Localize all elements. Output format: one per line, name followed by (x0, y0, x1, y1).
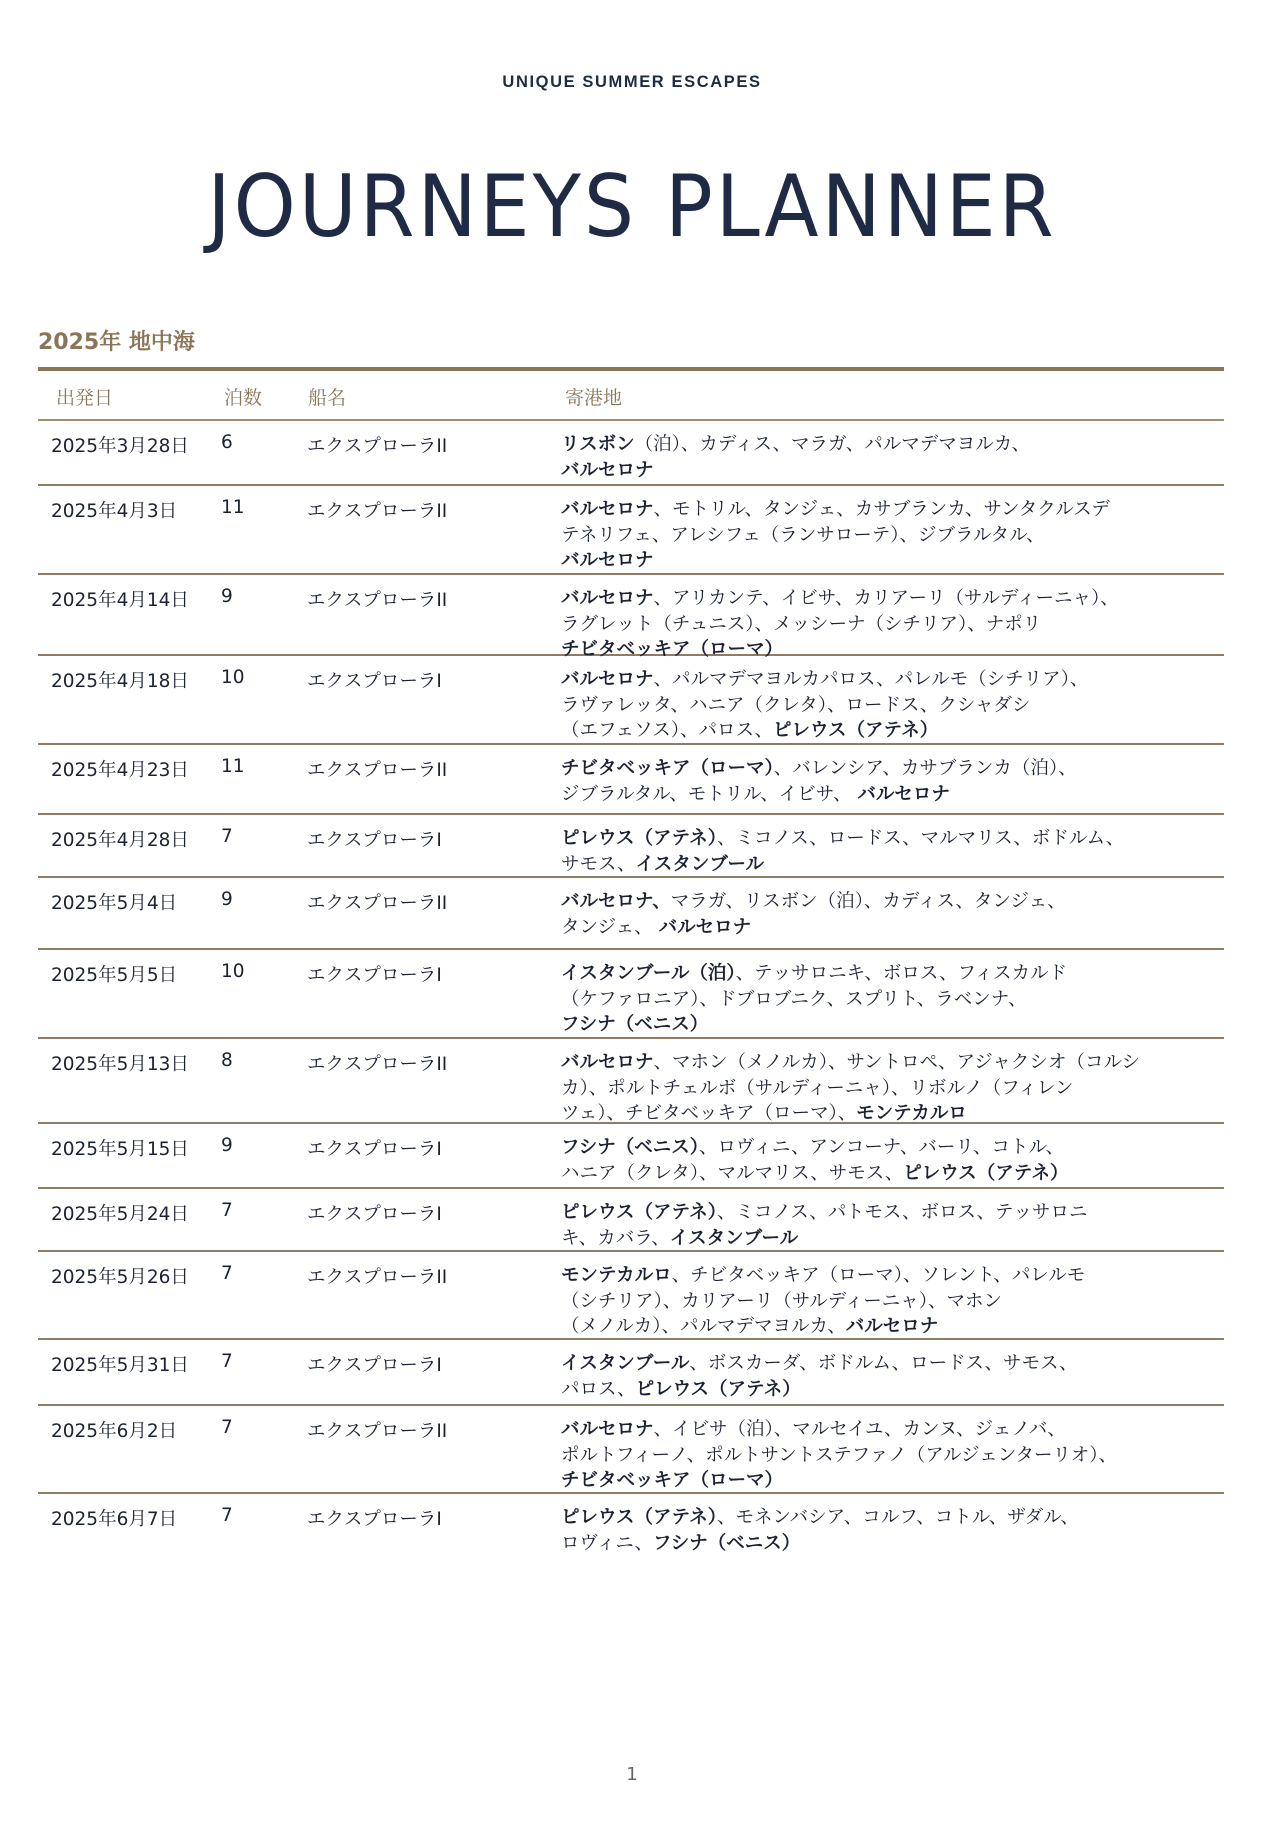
port-text: 、モトリル、タンジェ、カサブランカ、サンタクルスデ (653, 499, 1110, 520)
ports-of-call (561, 1263, 1251, 1340)
ship-name: エクスプローラI (307, 965, 442, 986)
ports-line (561, 1314, 1251, 1340)
port-text: ロヴィニ、 (561, 1532, 653, 1554)
table-row (38, 1252, 1224, 1340)
port-text: （ケファロニア）、ドブロブニク、スプリト、ラベンナ、 (561, 988, 1027, 1010)
ports-line (561, 1050, 1251, 1076)
table-row (38, 421, 1224, 486)
port-text: ポルトフィーノ、ポルトサントステファノ（アルジェンターリオ）、 (561, 1444, 1118, 1466)
port-text: （メノルカ）、パルマデマヨルカ、 (561, 1316, 846, 1337)
departure-date: 2025年5月4日 (51, 893, 178, 914)
port-text: 、チビタベッキア（ローマ）、ソレント、パレルモ (671, 1265, 1086, 1286)
table-row (38, 656, 1224, 745)
port-text: マラガ、リスボン（泊）、カディス、タンジェ、 (670, 891, 1066, 912)
departure-date: 2025年5月24日 (51, 1204, 189, 1225)
ports-line (561, 987, 1251, 1013)
port-highlight: フシナ（ベニス） (652, 1532, 801, 1554)
ship-name: エクスプローラI (307, 1509, 442, 1530)
table-body (38, 421, 1224, 1564)
port-highlight: バルセロナ (658, 916, 752, 938)
ports-line (561, 548, 1251, 574)
ports-line (561, 782, 1251, 808)
nights: 7 (221, 1505, 233, 1526)
ports-of-call (561, 432, 1251, 483)
nights: 10 (221, 667, 245, 688)
port-text: 、ボスカーダ、ボドルム、ロードス、サモス、 (689, 1353, 1078, 1374)
ports-line (561, 889, 1251, 915)
port-text: タンジェ、 (561, 916, 659, 938)
port-highlight: バルセロナ (561, 588, 654, 609)
ship-name: エクスプローラI (307, 1139, 442, 1160)
ship-name: エクスプローラII (307, 1267, 448, 1288)
nights: 11 (221, 756, 245, 777)
departure-date: 2025年3月28日 (51, 436, 189, 457)
ports-line (561, 1443, 1251, 1469)
port-text: ジブラルタル、モトリル、イビサ、 (561, 783, 858, 805)
port-text: 、バレンシア、カサブランカ（泊）、 (773, 758, 1077, 779)
port-text: 、ミコノス、パトモス、ボロス、テッサロニ (716, 1202, 1088, 1223)
departure-date: 2025年4月28日 (51, 830, 189, 851)
port-highlight: ピレウス（アテネ） (903, 1162, 1069, 1184)
ports-line (561, 1468, 1251, 1494)
port-text: ラヴァレッタ、ハニア（クレタ）、ロードス、クシャダシ (561, 694, 1031, 716)
table-row (38, 1124, 1224, 1189)
port-highlight: モンテカルロ (561, 1265, 672, 1286)
nights: 9 (221, 1135, 233, 1156)
departure-date: 2025年6月2日 (51, 1421, 178, 1442)
departure-date: 2025年5月13日 (51, 1054, 189, 1075)
port-highlight: モンテカルロ (856, 1103, 967, 1124)
page-title: JOURNEYS PLANNER (207, 157, 1057, 257)
ports-line (561, 961, 1251, 987)
ports-line (561, 1377, 1251, 1403)
column-header-ports: 寄港地 (565, 387, 623, 409)
ports-of-call (561, 1351, 1251, 1402)
port-highlight: フシナ（ベニス） (561, 1137, 700, 1158)
nights: 6 (221, 432, 233, 453)
port-text: 、マホン（メノルカ）、サントロペ、アジャクシオ（コルシ (653, 1052, 1140, 1073)
table-row (38, 745, 1224, 815)
port-highlight: ピレウス（アテネ） (561, 1202, 717, 1223)
ports-of-call (561, 586, 1251, 663)
departure-date: 2025年4月18日 (51, 671, 189, 692)
ports-line (561, 1263, 1251, 1289)
departure-date: 2025年5月26日 (51, 1267, 189, 1288)
table-row (38, 815, 1224, 878)
ports-line (561, 1161, 1251, 1187)
ports-line (561, 497, 1251, 523)
ports-line (561, 612, 1251, 638)
table-row (38, 1039, 1224, 1124)
port-highlight: ピレウス（アテネ） (561, 828, 717, 849)
port-text: 、イビサ（泊）、マルセイユ、カンヌ、ジェノバ、 (653, 1419, 1066, 1440)
ports-line (561, 1101, 1251, 1127)
nights: 9 (221, 586, 233, 607)
port-highlight: リスボン (561, 434, 635, 455)
ports-line (561, 1200, 1251, 1226)
ports-line (561, 667, 1251, 693)
port-text: 、ロヴィニ、アンコーナ、バーリ、コトル、 (699, 1137, 1065, 1158)
ports-of-call (561, 667, 1251, 744)
port-text: 、テッサロニキ、ボロス、フィスカルド (735, 963, 1067, 984)
table-row (38, 1189, 1224, 1252)
ports-line (561, 1076, 1251, 1102)
port-highlight: バルセロナ (561, 1052, 654, 1073)
ports-line (561, 826, 1251, 852)
ship-name: エクスプローラI (307, 671, 442, 692)
departure-date: 2025年4月14日 (51, 590, 189, 611)
ship-name: エクスプローラII (307, 501, 448, 522)
port-text: （エフェソス）、パロス、 (561, 720, 774, 741)
port-text: （シチリア）、カリアーリ（サルディーニャ）、マホン (561, 1290, 1003, 1312)
port-text: キ、カバラ、 (561, 1227, 670, 1249)
nights: 7 (221, 826, 233, 847)
ports-line (561, 458, 1251, 484)
nights: 10 (221, 961, 245, 982)
table-row (38, 950, 1224, 1039)
port-text: 、モネンバシア、コルフ、コトル、ザダル、 (716, 1507, 1079, 1528)
ports-line (561, 1012, 1251, 1038)
table-row (38, 575, 1224, 660)
departure-date: 2025年4月3日 (51, 501, 178, 522)
port-highlight: チビタベッキア（ローマ） (561, 1470, 784, 1491)
port-text: （泊）、カディス、マラガ、パルマデマヨルカ、 (634, 434, 1030, 455)
port-text: カ）、ポルトチェルボ（サルディーニャ）、リボルノ（フィレン (561, 1077, 1074, 1099)
ship-name: エクスプローラI (307, 1204, 442, 1225)
port-highlight: バルセロナ (561, 499, 654, 520)
ports-line (561, 915, 1251, 941)
ports-line (561, 756, 1251, 782)
column-header-date: 出発日 (56, 387, 114, 409)
ports-line (561, 523, 1251, 549)
port-text: 、パルマデマヨルカパロス、パレルモ（シチリア）、 (653, 669, 1089, 690)
ports-of-call (561, 756, 1251, 807)
table-row (38, 486, 1224, 575)
departure-date: 2025年6月7日 (51, 1509, 178, 1530)
port-highlight: ピレウス（アテネ） (635, 1378, 801, 1400)
port-text: ツェ）、チビタベッキア（ローマ）、 (561, 1103, 857, 1124)
ship-name: エクスプローラII (307, 1054, 448, 1075)
port-highlight: バルセロナ (561, 459, 654, 481)
ports-of-call (561, 1200, 1251, 1251)
ports-line (561, 1289, 1251, 1315)
port-highlight: チビタベッキア（ローマ） (561, 639, 784, 660)
port-highlight: バルセロナ (561, 669, 654, 690)
port-highlight: バルセロナ (561, 550, 654, 571)
ports-of-call (561, 1505, 1251, 1556)
port-text: テネリフェ、アレシフェ（ランサローテ）、ジブラルタル、 (561, 524, 1045, 546)
ports-line (561, 852, 1251, 878)
ports-line (561, 693, 1251, 719)
table-row (38, 1340, 1224, 1406)
ports-of-call (561, 1050, 1251, 1127)
ship-name: エクスプローラII (307, 893, 448, 914)
ports-of-call (561, 889, 1251, 940)
port-text: サモス、 (561, 853, 636, 875)
itinerary-table (38, 367, 1224, 1564)
nights: 7 (221, 1351, 233, 1372)
ship-name: エクスプローラII (307, 760, 448, 781)
port-text: 、ミコノス、ロードス、マルマリス、ボドルム、 (716, 828, 1125, 849)
ship-name: エクスプローラII (307, 590, 448, 611)
ports-of-call (561, 497, 1251, 574)
table-header (38, 371, 1224, 421)
departure-date: 2025年5月5日 (51, 965, 178, 986)
port-text: ハニア（クレタ）、マルマリス、サモス、 (561, 1162, 904, 1184)
port-highlight: バルセロナ (561, 1419, 654, 1440)
nights: 9 (221, 889, 233, 910)
port-highlight: イスタンブール (561, 1353, 690, 1374)
ports-line (561, 586, 1251, 612)
nights: 7 (221, 1200, 233, 1221)
port-highlight: ピレウス（アテネ） (561, 1507, 717, 1528)
ports-line (561, 1505, 1251, 1531)
port-highlight: フシナ（ベニス） (561, 1014, 709, 1035)
port-text: 、アリカンテ、イビサ、カリアーリ（サルディーニャ）、 (653, 588, 1119, 609)
nights: 7 (221, 1417, 233, 1438)
ports-of-call (561, 961, 1251, 1038)
port-highlight: イスタンブール（泊） (561, 963, 736, 984)
column-header-nights: 泊数 (224, 387, 263, 409)
ship-name: エクスプローラII (307, 436, 448, 457)
table-row (38, 878, 1224, 950)
ports-line (561, 1226, 1251, 1252)
port-highlight: バルセロナ、 (561, 891, 671, 912)
ports-line (561, 1351, 1251, 1377)
ship-name: エクスプローラII (307, 1421, 448, 1442)
ports-line (561, 432, 1251, 458)
port-highlight: バルセロナ (857, 783, 950, 805)
departure-date: 2025年4月23日 (51, 760, 189, 781)
ports-of-call (561, 1135, 1251, 1186)
ports-line (561, 718, 1251, 744)
departure-date: 2025年5月15日 (51, 1139, 189, 1160)
port-highlight: イスタンブール (669, 1227, 799, 1249)
departure-date: 2025年5月31日 (51, 1355, 189, 1376)
nights: 8 (221, 1050, 233, 1071)
port-highlight: チビタベッキア（ローマ） (561, 758, 774, 779)
section-title: 2025年 地中海 (38, 330, 195, 355)
page-number: 1 (626, 1764, 638, 1785)
ports-line (561, 1417, 1251, 1443)
ports-of-call (561, 1417, 1251, 1494)
ship-name: エクスプローラI (307, 1355, 442, 1376)
port-highlight: ピレウス（アテネ） (773, 720, 939, 741)
port-highlight: バルセロナ (845, 1316, 939, 1337)
column-header-ship: 船名 (308, 387, 347, 409)
ports-line (561, 1531, 1251, 1557)
port-text: ラグレット（チュニス）、メッシーナ（シチリア）、ナポリ (561, 613, 1042, 635)
nights: 11 (221, 497, 245, 518)
brand-tagline: UNIQUE SUMMER ESCAPES (502, 73, 762, 91)
table-row (38, 1494, 1224, 1564)
ship-name: エクスプローラI (307, 830, 442, 851)
nights: 7 (221, 1263, 233, 1284)
port-text: パロス、 (561, 1378, 636, 1400)
ports-line (561, 1135, 1251, 1161)
port-highlight: イスタンブール (635, 853, 764, 875)
table-row (38, 1406, 1224, 1494)
ports-of-call (561, 826, 1251, 877)
